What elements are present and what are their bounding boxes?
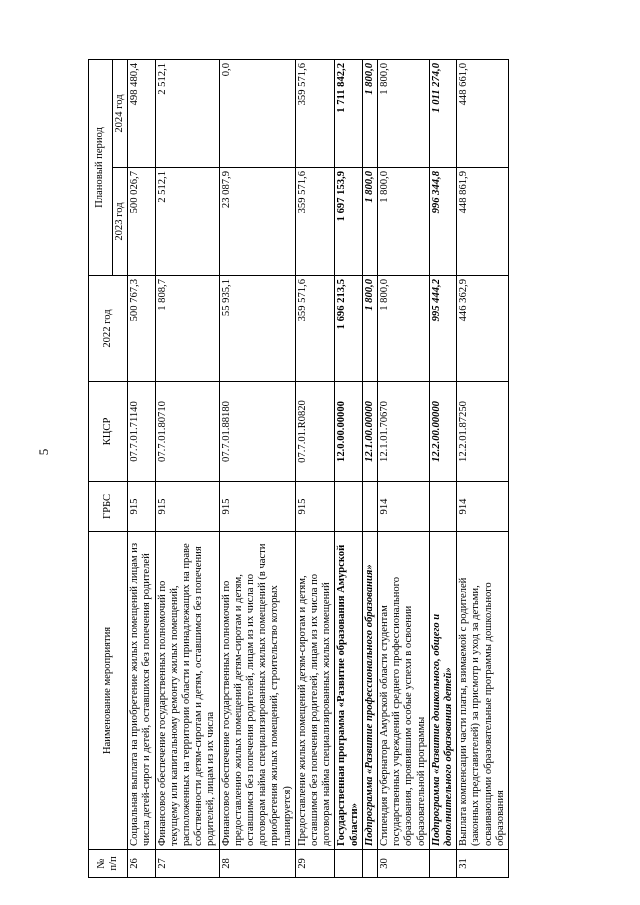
header-2022: 2022 год xyxy=(89,276,128,382)
header-name: Наименование мероприятия xyxy=(89,532,128,850)
row-kcsr: 07.7.01.R0820 xyxy=(295,382,335,482)
row-grbs: 915 xyxy=(295,482,335,532)
table-row xyxy=(378,59,430,877)
row-number: 28 xyxy=(219,850,295,878)
table-row xyxy=(128,59,155,877)
header-no: № п/п xyxy=(89,850,128,878)
row-2023: 500 026,7 xyxy=(128,168,155,276)
header-kcsr: КЦСР xyxy=(89,382,128,482)
row-name: Подпрограмма «Развитие профессионального образования» xyxy=(362,532,377,850)
row-name: Финансовое обеспечение государственных полномочий по предоставлению жилых помещений детям-сиротам и детям, оставшимся без попечения родителей, лицам из их числа по договорам найма специализированных жилых помещений (в части приобретения жилых помещений, строительство которых планируется) xyxy=(219,532,295,850)
table-row xyxy=(295,59,335,877)
row-2022: 1 808,7 xyxy=(155,276,219,382)
row-number: 31 xyxy=(457,850,509,878)
row-kcsr: 12.0.00.00000 xyxy=(335,382,362,482)
row-2023: 1 697 153,9 xyxy=(335,168,362,276)
row-2023: 359 571,6 xyxy=(295,168,335,276)
row-2024: 2 512,1 xyxy=(155,59,219,167)
row-grbs xyxy=(429,482,456,532)
row-kcsr: 07.7.01.80710 xyxy=(155,382,219,482)
row-grbs: 914 xyxy=(457,482,509,532)
header-2023: 2023 год xyxy=(113,168,128,276)
row-number: 30 xyxy=(378,850,430,878)
row-number xyxy=(429,850,456,878)
row-name: Государственная программа «Развитие образования Амурской области» xyxy=(335,532,362,850)
header-row xyxy=(89,59,113,877)
row-2023: 448 861,9 xyxy=(457,168,509,276)
row-name: Выплата компенсации части платы, взимаемой с родителей (законных представителей) за присмотр и уход за детьми, осваивающими образовательные программы дошкольного образования xyxy=(457,532,509,850)
row-2024: 448 661,0 xyxy=(457,59,509,167)
row-2022: 359 571,6 xyxy=(295,276,335,382)
row-name: Финансовое обеспечение государственных полномочий по текущему или капитальному ремонту жилых помещений, расположенных на территории области и принадлежащих на праве собственности детям-сиротам и детям, оставшимся без попечения родителей, лицам из их числа xyxy=(155,532,219,850)
row-kcsr: 12.2.00.00000 xyxy=(429,382,456,482)
row-2022: 1 800,0 xyxy=(362,276,377,382)
row-name: Предоставление жилых помещений детям-сиротам и детям, оставшимся без попечения родителей, лицам из их числа по договорам найма специализированных жилых помещений xyxy=(295,532,335,850)
header-2024: 2024 год xyxy=(113,59,128,167)
row-grbs: 915 xyxy=(219,482,295,532)
row-2022: 55 935,1 xyxy=(219,276,295,382)
row-2022: 446 362,9 xyxy=(457,276,509,382)
row-grbs: 915 xyxy=(128,482,155,532)
row-2024: 1 711 842,2 xyxy=(335,59,362,167)
row-2022: 995 444,2 xyxy=(429,276,456,382)
row-name: Стипендия губернатора Амурской области студентам государственных учреждений среднего профессионального образования, проявившим особые успехи в освоении образовательной программы xyxy=(378,532,430,850)
row-number: 27 xyxy=(155,850,219,878)
budget-table xyxy=(88,59,509,878)
row-2024: 359 571,6 xyxy=(295,59,335,167)
row-name: Социальная выплата на приобретение жилых помещений лицам из числа детей-сирот и детей, оставшихся без попечения родителей xyxy=(128,532,155,850)
table-row xyxy=(362,59,377,877)
row-2023: 1 800,0 xyxy=(378,168,430,276)
row-2023: 2 512,1 xyxy=(155,168,219,276)
header-planned: Плановый период xyxy=(89,59,113,275)
rotated-table-container xyxy=(88,60,560,878)
row-2023: 996 344,8 xyxy=(429,168,456,276)
row-grbs xyxy=(335,482,362,532)
row-2022: 500 767,3 xyxy=(128,276,155,382)
table-body xyxy=(128,59,509,877)
row-2024: 0,0 xyxy=(219,59,295,167)
row-2022: 1 696 213,5 xyxy=(335,276,362,382)
row-kcsr: 12.1.00.00000 xyxy=(362,382,377,482)
row-kcsr: 07.7.01.88180 xyxy=(219,382,295,482)
table-row xyxy=(335,59,362,877)
row-2023: 1 800,0 xyxy=(362,168,377,276)
table-row xyxy=(155,59,219,877)
row-number: 29 xyxy=(295,850,335,878)
row-2023: 23 087,9 xyxy=(219,168,295,276)
row-number: 26 xyxy=(128,850,155,878)
row-name: Подпрограмма «Развитие дошкольного, общего и дополнительного образования детей» xyxy=(429,532,456,850)
header-grbs: ГРБС xyxy=(89,482,128,532)
table-row xyxy=(429,59,456,877)
row-kcsr: 12.2.01.87250 xyxy=(457,382,509,482)
row-2024: 1 800,0 xyxy=(378,59,430,167)
row-2024: 1 800,0 xyxy=(362,59,377,167)
row-grbs: 915 xyxy=(155,482,219,532)
row-number xyxy=(335,850,362,878)
row-kcsr: 12.1.01.70670 xyxy=(378,382,430,482)
table-row xyxy=(219,59,295,877)
row-2024: 498 480,4 xyxy=(128,59,155,167)
row-number xyxy=(362,850,377,878)
row-kcsr: 07.7.01.71140 xyxy=(128,382,155,482)
row-2024: 1 011 274,0 xyxy=(429,59,456,167)
row-2022: 1 800,0 xyxy=(378,276,430,382)
table-row xyxy=(457,59,509,877)
row-grbs: 914 xyxy=(378,482,430,532)
row-grbs xyxy=(362,482,377,532)
page-number: 5 xyxy=(36,448,51,456)
